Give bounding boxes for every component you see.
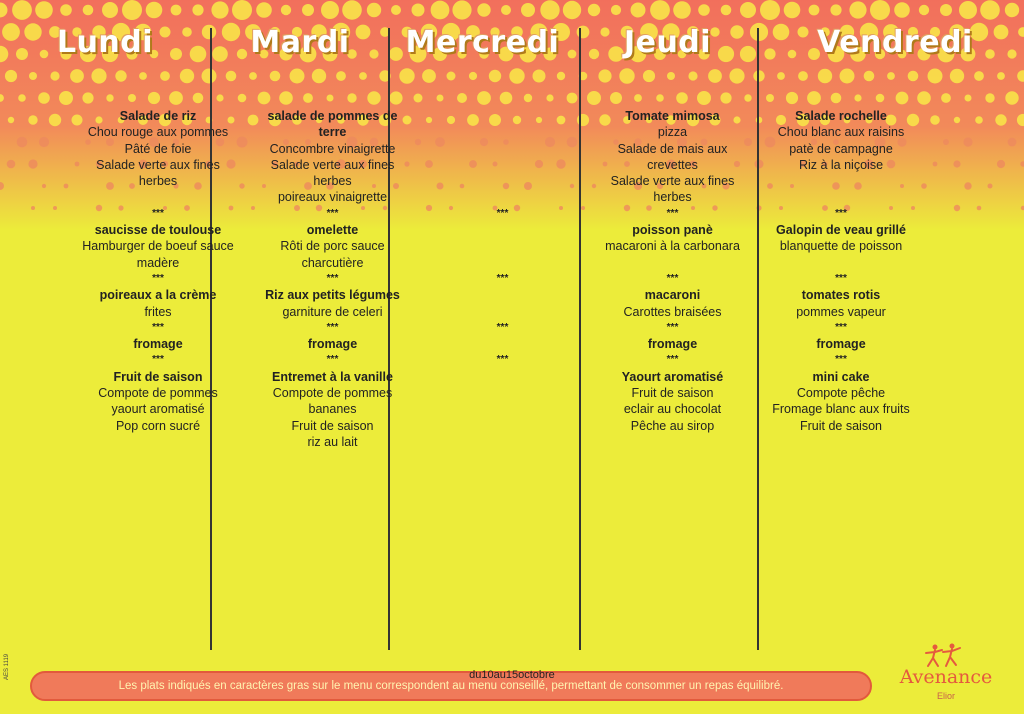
decorative-dot bbox=[619, 68, 634, 83]
decorative-dot bbox=[501, 5, 511, 15]
logo-subtitle: Elior bbox=[936, 691, 955, 701]
decorative-dot bbox=[997, 72, 1005, 80]
menu-item: macaroni à la carbonara bbox=[605, 239, 740, 254]
decorative-dot bbox=[115, 70, 126, 81]
decorative-dot bbox=[1008, 138, 1017, 147]
menu-item: fromage bbox=[307, 337, 358, 352]
menu-spacer bbox=[455, 124, 550, 140]
menu-item: Pêche au sirop bbox=[630, 418, 715, 433]
course-separator: *** bbox=[496, 321, 509, 333]
decorative-dot bbox=[336, 71, 346, 81]
menu-item: garniture de celeri bbox=[282, 304, 383, 319]
decorative-dot bbox=[587, 91, 601, 105]
menu-item: mini cake bbox=[812, 369, 870, 384]
decorative-dot bbox=[744, 94, 751, 101]
decorative-dot bbox=[83, 5, 94, 16]
decorative-dot bbox=[91, 68, 106, 83]
decorative-dot bbox=[673, 1, 691, 19]
decorative-dot bbox=[367, 91, 380, 104]
decorative-dot bbox=[489, 70, 501, 82]
decorative-dot bbox=[12, 0, 32, 20]
menu-item: Salade verte aux fines bbox=[610, 174, 735, 189]
decorative-dot bbox=[39, 137, 49, 147]
decorative-dot bbox=[192, 4, 203, 15]
decorative-dot bbox=[740, 46, 756, 62]
menu-item: fromage bbox=[133, 337, 183, 352]
menu-item: riz au lait bbox=[307, 434, 358, 449]
decorative-dot bbox=[435, 137, 445, 147]
menu-item: herbes bbox=[138, 174, 178, 189]
decorative-dot bbox=[980, 0, 1000, 20]
decorative-dot bbox=[477, 3, 490, 16]
menu-item: madère bbox=[136, 255, 180, 270]
menu-spacer bbox=[455, 141, 550, 157]
menu-spacer bbox=[755, 189, 927, 205]
menu-item: Fruit de saison bbox=[631, 386, 714, 401]
decorative-dot bbox=[610, 92, 622, 104]
menu-item: saucisse de toulouse bbox=[94, 223, 222, 238]
menu-column-lundi bbox=[68, 108, 248, 434]
decorative-dot bbox=[211, 1, 228, 18]
decorative-dot bbox=[840, 69, 855, 84]
menu-item: fromage bbox=[647, 337, 698, 352]
decorative-dot bbox=[994, 25, 1009, 40]
decorative-dot bbox=[42, 184, 46, 188]
decorative-dot bbox=[279, 91, 293, 105]
menu-item: Carottes braisées bbox=[623, 304, 722, 319]
decorative-dot bbox=[631, 3, 646, 18]
decorative-dot bbox=[521, 3, 535, 17]
decorative-dot bbox=[567, 137, 578, 148]
menu-item: Pâté de foie bbox=[124, 141, 192, 156]
course-separator: *** bbox=[326, 321, 339, 333]
decorative-dot bbox=[760, 0, 780, 20]
course-separator: *** bbox=[326, 354, 339, 366]
decorative-dot bbox=[500, 92, 513, 105]
menu-item: Salade de mais aux bbox=[617, 141, 728, 156]
course-separator: *** bbox=[666, 272, 679, 284]
menu-item: salade de pommes de bbox=[267, 109, 398, 123]
decorative-dot bbox=[977, 206, 982, 211]
decorative-dot bbox=[954, 117, 960, 123]
decorative-dot bbox=[59, 91, 73, 105]
menu-spacer bbox=[455, 173, 550, 189]
decorative-dot bbox=[327, 95, 334, 102]
document-code: AES 1119 bbox=[4, 653, 10, 680]
decorative-dot bbox=[216, 94, 223, 101]
decorative-dot bbox=[180, 69, 194, 83]
decorative-dot bbox=[426, 205, 432, 211]
day-header-jeudi: Jeudi bbox=[623, 25, 712, 60]
decorative-dot bbox=[697, 91, 711, 105]
menu-item: terre bbox=[318, 125, 347, 140]
decorative-dot bbox=[122, 0, 142, 20]
decorative-dot bbox=[894, 2, 910, 18]
decorative-dot bbox=[139, 72, 147, 80]
decorative-dot bbox=[656, 94, 664, 102]
decorative-dot bbox=[169, 91, 183, 105]
decorative-dot bbox=[414, 94, 423, 103]
decorative-dot bbox=[452, 0, 471, 19]
menu-item: Chou rouge aux pommes bbox=[87, 125, 229, 140]
avenance-logo bbox=[886, 642, 1006, 712]
menu-item: macaroni bbox=[644, 288, 701, 303]
menu-spacer bbox=[755, 255, 927, 271]
menu-item: Salade verte aux fines bbox=[96, 157, 220, 172]
decorative-dot bbox=[870, 0, 890, 20]
course-separator: *** bbox=[326, 207, 339, 219]
decorative-dot bbox=[170, 48, 182, 60]
menu-item: herbes bbox=[653, 190, 692, 205]
menu-spacer bbox=[455, 108, 550, 124]
course-separator: *** bbox=[666, 207, 679, 219]
date-range: du10au15octobre bbox=[469, 669, 555, 681]
menu-item: Yaourt aromatisé bbox=[621, 369, 724, 384]
decorative-dot bbox=[854, 94, 861, 101]
decorative-dot bbox=[807, 91, 821, 105]
decorative-dot bbox=[38, 92, 50, 104]
decorative-dot bbox=[238, 94, 247, 103]
decorative-dot bbox=[729, 68, 744, 83]
decorative-dot bbox=[102, 2, 118, 18]
menu-spacer bbox=[585, 255, 760, 271]
decorative-dot bbox=[437, 183, 444, 190]
decorative-dot bbox=[342, 0, 362, 20]
decorative-dot bbox=[391, 5, 401, 15]
menu-item: poireaux a la crème bbox=[99, 288, 217, 303]
decorative-dot bbox=[281, 5, 291, 15]
decorative-dot bbox=[611, 5, 621, 15]
menu-spacer bbox=[455, 238, 550, 254]
course-separator: *** bbox=[835, 207, 847, 219]
decorative-dot bbox=[28, 115, 37, 124]
decorative-dot bbox=[53, 206, 57, 210]
menu-item: omelette bbox=[306, 223, 359, 238]
menu-spacer bbox=[455, 287, 550, 303]
menu-spacer bbox=[68, 189, 248, 205]
menu-item: Rôti de porc sauce bbox=[280, 239, 385, 254]
menu-item: Fruit de saison bbox=[800, 418, 882, 433]
decorative-dot bbox=[667, 72, 675, 80]
decorative-dot bbox=[426, 117, 432, 123]
decorative-dot bbox=[997, 160, 1005, 168]
menu-item: yaourt aromatisé bbox=[111, 402, 205, 417]
course-separator: *** bbox=[152, 354, 164, 366]
decorative-dot bbox=[182, 27, 192, 37]
menu-item: Riz aux petits légumes bbox=[265, 288, 400, 303]
decorative-dot bbox=[818, 69, 832, 83]
decorative-dot bbox=[750, 23, 768, 41]
decorative-dot bbox=[60, 4, 72, 16]
menu-column-vendredi bbox=[755, 108, 927, 434]
menu-item: Compote de pommes bbox=[98, 386, 218, 401]
decorative-dot bbox=[975, 116, 983, 124]
decorative-dot bbox=[933, 162, 938, 167]
decorative-dot bbox=[8, 117, 14, 123]
menu-item: patè de campagne bbox=[789, 141, 893, 156]
decorative-dot bbox=[202, 25, 216, 39]
decorative-dot bbox=[589, 49, 599, 59]
decorative-dot bbox=[422, 69, 436, 83]
menu-column-mardi bbox=[240, 108, 425, 450]
menu-column-mercredi bbox=[455, 108, 550, 369]
decorative-dot bbox=[290, 69, 305, 84]
menu-spacer bbox=[455, 189, 550, 205]
decorative-dot bbox=[831, 93, 842, 104]
decorative-dot bbox=[708, 69, 722, 83]
decorative-dot bbox=[563, 1, 581, 19]
decorative-dot bbox=[830, 4, 841, 15]
menu-item: fromage bbox=[816, 337, 866, 352]
decorative-dot bbox=[917, 91, 931, 105]
day-header-vendredi: Vendredi bbox=[817, 25, 973, 60]
menu-item: Fruit de saison bbox=[291, 418, 374, 433]
decorative-dot bbox=[106, 94, 113, 101]
decorative-dot bbox=[985, 93, 994, 102]
course-separator: *** bbox=[326, 272, 339, 284]
course-separator: *** bbox=[835, 354, 847, 366]
decorative-dot bbox=[509, 68, 524, 83]
decorative-dot bbox=[965, 95, 972, 102]
course-separator: *** bbox=[496, 207, 509, 219]
decorative-dot bbox=[258, 92, 271, 105]
decorative-dot bbox=[753, 70, 764, 81]
menu-item: tomates rotis bbox=[801, 288, 881, 303]
decorative-dot bbox=[849, 1, 866, 18]
decorative-dot bbox=[437, 95, 444, 102]
menu-spacer bbox=[455, 255, 550, 271]
decorative-dot bbox=[16, 48, 28, 60]
decorative-dot bbox=[312, 69, 326, 83]
decorative-dot bbox=[367, 3, 381, 17]
decorative-dot bbox=[425, 160, 433, 168]
decorative-dot bbox=[720, 92, 731, 103]
decorative-dot bbox=[567, 93, 578, 104]
decorative-dot bbox=[447, 116, 455, 124]
menu-spacer bbox=[755, 173, 927, 189]
decorative-dot bbox=[469, 72, 477, 80]
decorative-dot bbox=[786, 92, 798, 104]
decorative-dot bbox=[193, 93, 204, 104]
decorative-dot bbox=[887, 72, 895, 80]
menu-item: pommes vapeur bbox=[796, 304, 886, 319]
decorative-dot bbox=[876, 94, 885, 103]
menu-item: eclair au chocolat bbox=[623, 402, 722, 417]
decorative-dot bbox=[399, 68, 414, 83]
decorative-dot bbox=[766, 94, 774, 102]
decorative-dot bbox=[864, 71, 875, 82]
menu-spacer bbox=[455, 336, 550, 352]
decorative-dot bbox=[1005, 3, 1019, 17]
column-divider bbox=[579, 28, 581, 650]
decorative-dot bbox=[7, 160, 16, 169]
decorative-dot bbox=[809, 5, 820, 16]
decorative-dot bbox=[650, 0, 670, 20]
decorative-dot bbox=[688, 71, 697, 80]
decorative-dot bbox=[598, 69, 611, 82]
menu-item: blanquette de poisson bbox=[779, 239, 903, 254]
decorative-dot bbox=[449, 206, 453, 210]
day-header-mardi: Mardi bbox=[250, 25, 350, 60]
decorative-dot bbox=[1007, 49, 1016, 58]
decorative-dot bbox=[302, 4, 314, 16]
decorative-dot bbox=[447, 72, 456, 81]
menu-item: Salade rochelle bbox=[795, 109, 887, 123]
decorative-dot bbox=[930, 115, 940, 125]
course-separator: *** bbox=[152, 207, 164, 219]
decorative-dot bbox=[412, 4, 425, 17]
decorative-dot bbox=[698, 4, 710, 16]
menu-item: bananes bbox=[308, 402, 357, 417]
decorative-dot bbox=[70, 69, 84, 83]
decorative-dot bbox=[431, 1, 450, 20]
decorative-dot bbox=[974, 71, 984, 81]
decorative-dot bbox=[540, 0, 559, 19]
menu-item: frites bbox=[144, 304, 172, 319]
course-separator: *** bbox=[152, 321, 164, 333]
decorative-dot bbox=[146, 2, 163, 19]
menu-item: Entremet à la vanille bbox=[272, 369, 393, 384]
decorative-dot bbox=[798, 71, 808, 81]
menu-spacer bbox=[455, 157, 550, 173]
decorative-dot bbox=[559, 206, 563, 210]
decorative-dot bbox=[777, 72, 785, 80]
decorative-dot bbox=[995, 114, 1006, 125]
decorative-dot bbox=[160, 71, 170, 81]
course-separator: *** bbox=[666, 321, 679, 333]
decorative-dot bbox=[546, 94, 553, 101]
decorative-dot bbox=[557, 116, 566, 125]
decorative-dot bbox=[17, 137, 28, 148]
decorative-dot bbox=[524, 94, 532, 102]
decorative-dot bbox=[634, 94, 642, 102]
logo-name: Avenance bbox=[899, 666, 993, 688]
menu-spacer bbox=[455, 222, 550, 238]
decorative-dot bbox=[721, 5, 732, 16]
decorative-dot bbox=[5, 70, 17, 82]
decorative-dot bbox=[303, 93, 313, 103]
decorative-dot bbox=[347, 93, 356, 102]
decorative-dot bbox=[232, 0, 252, 20]
decorative-dot bbox=[676, 92, 688, 104]
decorative-dot bbox=[954, 205, 960, 211]
day-header-lundi: Lundi bbox=[56, 25, 154, 60]
decorative-dot bbox=[533, 70, 546, 83]
menu-item: poireaux vinaigrette bbox=[277, 190, 388, 205]
decorative-dot bbox=[389, 91, 402, 104]
decorative-dot bbox=[928, 69, 943, 84]
decorative-dot bbox=[773, 24, 790, 41]
decorative-dot bbox=[256, 2, 272, 18]
menu-item: Fruit de saison bbox=[113, 369, 203, 384]
decorative-dot bbox=[588, 4, 600, 16]
footer-note-text: Les plats indiqués en caractères gras sur le menu correspondent au menu conseillé, permettant de consommer un repas équilibré. bbox=[118, 680, 784, 692]
menu-item: Concombre vinaigrette bbox=[269, 141, 396, 156]
menu-item: charcutière bbox=[301, 255, 364, 270]
decorative-dot bbox=[50, 71, 59, 80]
decorative-dot bbox=[940, 4, 952, 16]
decorative-dot bbox=[128, 94, 136, 102]
decorative-dot bbox=[2, 23, 20, 41]
menu-item: poisson panè bbox=[632, 223, 713, 238]
menu-item: Salade verte aux fines bbox=[270, 157, 395, 172]
decorative-dot bbox=[29, 72, 37, 80]
course-separator: *** bbox=[496, 354, 509, 366]
menu-item: Riz à la niçoise bbox=[798, 157, 884, 172]
course-separator: *** bbox=[666, 354, 679, 366]
decorative-dot bbox=[964, 182, 971, 189]
course-separator: *** bbox=[835, 272, 847, 284]
menu-item: Compote de pommes bbox=[272, 386, 393, 401]
decorative-dot bbox=[943, 139, 949, 145]
decorative-dot bbox=[556, 159, 565, 168]
menu-item: crevettes bbox=[647, 157, 698, 172]
decorative-dot bbox=[988, 184, 993, 189]
decorative-dot bbox=[1005, 91, 1018, 104]
decorative-dot bbox=[740, 2, 756, 18]
decorative-dot bbox=[643, 70, 655, 82]
decorative-dot bbox=[941, 93, 951, 103]
decorative-dot bbox=[557, 72, 565, 80]
decorative-dot bbox=[202, 69, 217, 84]
menu-column-jeudi bbox=[585, 108, 760, 434]
course-separator: *** bbox=[496, 272, 509, 284]
decorative-dot bbox=[171, 5, 182, 16]
decorative-dot bbox=[896, 92, 909, 105]
decorative-dot bbox=[28, 159, 37, 168]
menu-item: Salade de riz bbox=[119, 109, 197, 123]
decorative-dot bbox=[31, 206, 35, 210]
menu-item: Tomate mimosa bbox=[625, 109, 720, 123]
decorative-dot bbox=[764, 48, 775, 59]
decorative-dot bbox=[49, 114, 61, 126]
decorative-dot bbox=[249, 72, 257, 80]
decorative-dot bbox=[784, 2, 801, 19]
menu-item: herbes bbox=[313, 174, 352, 189]
decorative-dot bbox=[959, 1, 977, 19]
decorative-dot bbox=[919, 5, 929, 15]
menu-item: Compote pêche bbox=[796, 386, 886, 401]
decorative-dot bbox=[457, 93, 467, 103]
decorative-dot bbox=[190, 46, 207, 63]
menu-item: Fromage blanc aux fruits bbox=[772, 402, 910, 417]
menu-item: Pop corn sucré bbox=[115, 418, 201, 433]
decorative-dot bbox=[359, 72, 367, 80]
decorative-dot bbox=[148, 92, 160, 104]
decorative-dot bbox=[82, 92, 93, 103]
decorative-dot bbox=[226, 71, 237, 82]
day-header-mercredi: Mercredi bbox=[405, 25, 560, 60]
menu-item: Hamburger de boeuf sauce bbox=[82, 239, 234, 254]
decorative-dot bbox=[908, 71, 919, 82]
decorative-dot bbox=[570, 184, 574, 188]
decorative-dot bbox=[963, 137, 972, 146]
course-separator: *** bbox=[835, 321, 847, 333]
decorative-dot bbox=[321, 1, 339, 19]
course-separator: *** bbox=[152, 272, 164, 284]
menu-item: Chou blanc aux raisins bbox=[777, 125, 905, 140]
decorative-dot bbox=[18, 94, 26, 102]
decorative-dot bbox=[477, 91, 491, 105]
decorative-dot bbox=[35, 1, 53, 19]
menu-item: pizza bbox=[657, 125, 688, 140]
decorative-dot bbox=[950, 69, 964, 83]
menu-item: Galopin de veau grillé bbox=[776, 223, 906, 238]
decorative-dot bbox=[270, 71, 281, 82]
decorative-dot bbox=[953, 160, 960, 167]
menu-spacer bbox=[455, 304, 550, 320]
